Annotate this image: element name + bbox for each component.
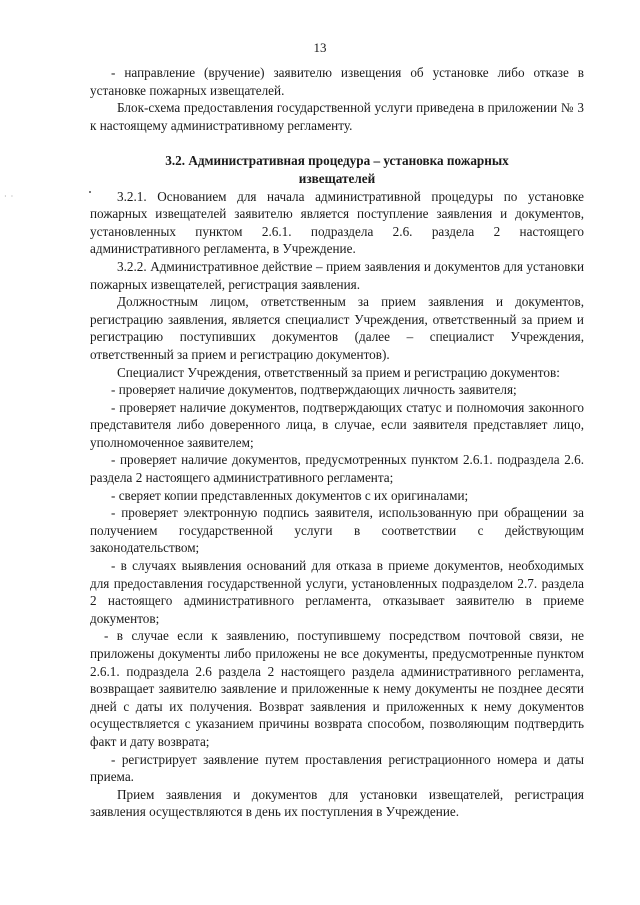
paragraph-3-2-1: 3.2.1. Основанием для начала административной процедуры по установке пожарных извещателей заявителю является поступление заявления и документов, установленных пунктом 2.6.1. подраздела 2.6. раздела 2 настоящего административного регламента, в Учреждение. [90, 188, 584, 257]
duty-item: - проверяет наличие документов, подтверждающих статус и полномочия законного представителя либо доверенного лица, в случае, если заявителя представляет лицо, уполномоченное заявителем; [90, 399, 584, 450]
paragraph-3-2-2: 3.2.2. Административное действие – прием заявления и документов для установки пожарных извещателей, регистрация заявления. [90, 258, 584, 292]
page-number: 13 [313, 40, 327, 55]
paragraph-responsible-official: Должностным лицом, ответственным за прием заявления и документов, регистрацию заявления, является специалист Учреждения, ответственный за прием и регистрацию поступивших документов (далее – специалист Учреждения, ответственный за прием и регистрацию документов). [90, 294, 584, 362]
intro-paragraph-notification: - направление (вручение) заявителю извещения об установке либо отказе в установке пожарных извещателей. [90, 65, 584, 98]
duty-item: - в случае если к заявлению, поступившему посредством почтовой связи, не приложены документы либо приложены не все документы, предусмотренные пунктом 2.6.1. подраздела 2.6 раздела 2 настоящего раздела административного регламента, возвращает заявителю заявление и приложенные к нему документы не позднее десяти дней с даты их получения. Возврат заявления и приложенных к нему документов осуществляется с указанием причины возврата способом, позволяющим подтвердить факт и дату возврата; [90, 628, 584, 749]
duty-item: - регистрирует заявление путем проставления регистрационного номера и даты приема. [90, 751, 584, 785]
paragraph-specialist-duties: Специалист Учреждения, ответственный за прием и регистрацию документов: [117, 364, 560, 380]
duty-item: - в случаях выявления оснований для отказа в приеме документов, необходимых для предоставления государственной услуги, установленных подразделом 2.7. раздела 2 настоящего административного регламента, отказывает заявителю в приеме документов; [90, 558, 584, 626]
duty-item: - сверяет копии представленных документов с их оригиналами; [111, 487, 469, 503]
duty-item: - проверяет наличие документов, предусмотренных пунктом 2.6.1. подраздела 2.6. раздела 2 настоящего административного регламента; [90, 452, 584, 486]
intro-paragraph-flowchart: Блок-схема предоставления государственной услуги приведена в приложении № 3 к настоящему административному регламенту. [90, 100, 584, 133]
paragraph-reception-timing: Прием заявления и документов для установки извещателей, регистрация заявления осуществляются в день их поступления в Учреждение. [90, 786, 584, 820]
duty-item: - проверяет наличие документов, подтверждающих личность заявителя; [111, 382, 517, 398]
margin-scan-marks: · · [4, 192, 15, 201]
duty-item: - проверяет электронную подпись заявителя, использованную при обращении за получением государственной услуги в соответствии с действующим законодательством; [90, 505, 584, 556]
document-body [90, 64, 584, 821]
section-heading: 3.2. Административная процедура – установка пожарных извещателей [165, 153, 509, 186]
